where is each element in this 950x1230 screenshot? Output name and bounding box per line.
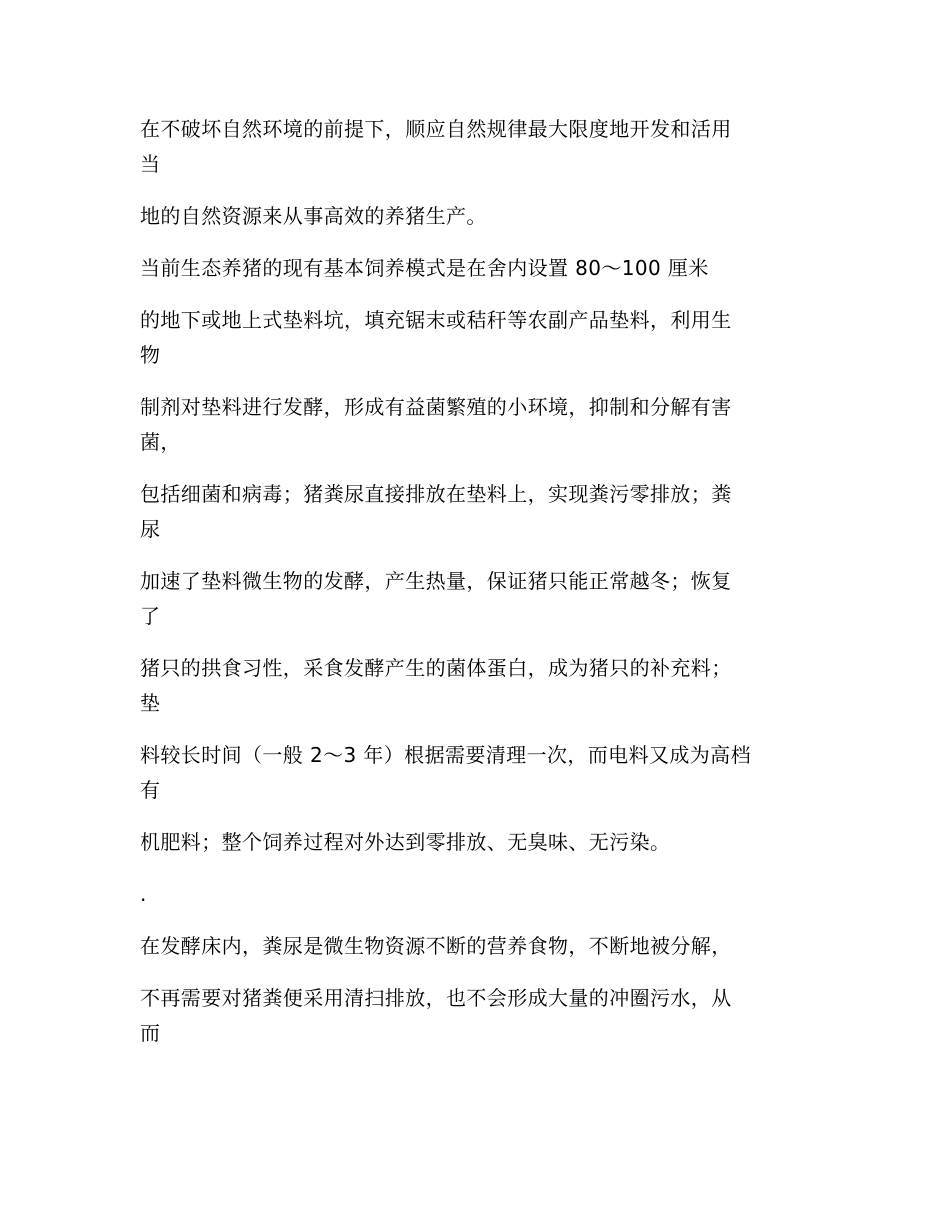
text-line: 不再需要对猪粪便采用清扫排放，也不会形成大量的冲圈污水，从: [140, 986, 732, 1010]
text-line: 当前生态养猪的现有基本饲养模式是在舍内设置 80～100 厘米: [140, 256, 709, 280]
text-line: 在不破坏自然环境的前提下，顺应自然规律最大限度地开发和活用: [140, 117, 732, 141]
paragraph-6: [140, 477, 820, 547]
paragraph-9: [140, 738, 820, 808]
text-line: 而: [140, 1021, 161, 1045]
text-line: 当: [140, 152, 161, 176]
text-line: 包括细菌和病毒；猪粪尿直接排放在垫料上，实现粪污零排放；粪: [140, 482, 732, 506]
paragraph-4: [140, 303, 820, 373]
document-body: [140, 112, 820, 1068]
text-line: 制剂对垫料进行发酵，形成有益菌繁殖的小环境，抑制和分解有害: [140, 395, 732, 419]
paragraph-11: [140, 877, 820, 912]
paragraph-10: [140, 825, 820, 860]
paragraph-3: [140, 251, 820, 286]
text-line: 地的自然资源来从事高效的养猪生产。: [140, 204, 487, 228]
text-line: 猪只的拱食习性，采食发酵产生的菌体蛋白，成为猪只的补充料；: [140, 656, 732, 680]
paragraph-2: [140, 199, 820, 234]
text-line: 料较长时间（一般 2～3 年）根据需要清理一次，而电料又成为高档: [140, 743, 751, 767]
text-line: 垫: [140, 691, 161, 715]
text-line: 机肥料；整个饲养过程对外达到零排放、无臭味、无污染。: [140, 830, 671, 854]
text-line: 在发酵床内，粪尿是微生物资源不断的营养食物，不断地被分解，: [140, 934, 732, 958]
paragraph-7: [140, 564, 820, 634]
paragraph-5: [140, 390, 820, 460]
text-line: 菌，: [140, 430, 181, 454]
text-line: 物: [140, 343, 161, 367]
paragraph-12: [140, 929, 820, 964]
text-line: 的地下或地上式垫料坑，填充锯末或秸秆等农副产品垫料，利用生: [140, 308, 732, 332]
text-line: 加速了垫料微生物的发酵，产生热量，保证猪只能正常越冬；恢复: [140, 569, 732, 593]
text-line: 了: [140, 604, 161, 628]
paragraph-8: [140, 651, 820, 721]
text-line: 有: [140, 778, 161, 802]
paragraph-13: [140, 981, 820, 1051]
paragraph-1: [140, 112, 820, 182]
text-line: .: [140, 882, 147, 906]
text-line: 尿: [140, 517, 161, 541]
